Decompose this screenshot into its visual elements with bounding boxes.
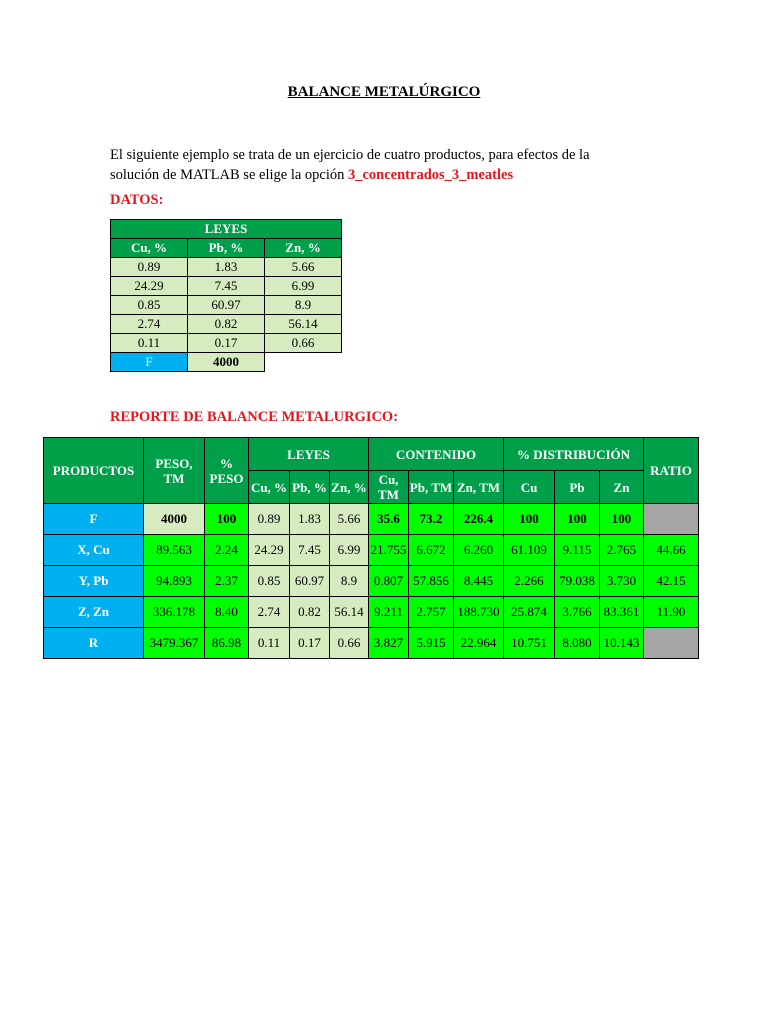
feed-label: F — [111, 353, 188, 372]
contenido-cell: 5.915 — [409, 628, 454, 659]
feed-value: 4000 — [188, 353, 265, 372]
contenido-cell: 6.260 — [454, 535, 504, 566]
pct-peso-cell: 8.40 — [205, 597, 249, 628]
table-row — [44, 566, 699, 597]
contenido-cell: 21.755 — [369, 535, 409, 566]
ratio-cell: 11.90 — [644, 597, 699, 628]
distribucion-cell: 9.115 — [555, 535, 600, 566]
header-contenido: CONTENIDO — [369, 438, 504, 471]
datos-cell: 8.9 — [265, 296, 342, 315]
datos-row — [111, 258, 342, 277]
pct-peso-cell: 100 — [205, 504, 249, 535]
datos-cell: 24.29 — [111, 277, 188, 296]
datos-cell: 56.14 — [265, 315, 342, 334]
ratio-cell: 44.66 — [644, 535, 699, 566]
distribucion-cell: 3.766 — [555, 597, 600, 628]
contenido-cell: 226.4 — [454, 504, 504, 535]
subheader-leyes-cu: Cu, % — [249, 471, 290, 504]
header-ratio: RATIO — [644, 438, 699, 504]
distribucion-cell: 2.765 — [600, 535, 644, 566]
product-label: F — [44, 504, 144, 535]
distribucion-cell: 25.874 — [504, 597, 555, 628]
peso-cell: 3479.367 — [144, 628, 205, 659]
header-productos: PRODUCTOS — [44, 438, 144, 504]
ratio-cell — [644, 504, 699, 535]
ley-cell: 7.45 — [290, 535, 330, 566]
header-distribucion: % DISTRIBUCIÓN — [504, 438, 644, 471]
subheader-dist-zn: Zn — [600, 471, 644, 504]
datos-table — [110, 219, 342, 372]
subheader-contenido-zn: Zn, TM — [454, 471, 504, 504]
intro-line-2: solución de MATLAB se elige la opción — [110, 167, 348, 183]
ley-cell: 56.14 — [330, 597, 369, 628]
distribucion-cell: 79.038 — [555, 566, 600, 597]
distribucion-cell: 8.080 — [555, 628, 600, 659]
distribucion-cell: 83.361 — [600, 597, 644, 628]
ley-cell: 0.11 — [249, 628, 290, 659]
datos-row — [111, 296, 342, 315]
datos-group-header: LEYES — [111, 220, 342, 239]
ley-cell: 24.29 — [249, 535, 290, 566]
datos-heading: DATOS: — [110, 192, 164, 208]
datos-cell: 0.82 — [188, 315, 265, 334]
subheader-contenido-pb: Pb, TM — [409, 471, 454, 504]
ratio-cell: 42.15 — [644, 566, 699, 597]
datos-col-header: Pb, % — [188, 239, 265, 258]
datos-cell: 5.66 — [265, 258, 342, 277]
ley-cell: 2.74 — [249, 597, 290, 628]
peso-cell: 94.893 — [144, 566, 205, 597]
ley-cell: 8.9 — [330, 566, 369, 597]
datos-row — [111, 334, 342, 353]
ley-cell: 0.66 — [330, 628, 369, 659]
header-pct-peso: % PESO — [205, 438, 249, 504]
intro-paragraph — [110, 145, 670, 185]
distribucion-cell: 100 — [600, 504, 644, 535]
peso-cell: 336.178 — [144, 597, 205, 628]
datos-col-header: Zn, % — [265, 239, 342, 258]
contenido-cell: 22.964 — [454, 628, 504, 659]
ley-cell: 0.89 — [249, 504, 290, 535]
contenido-cell: 35.6 — [369, 504, 409, 535]
ley-cell: 0.17 — [290, 628, 330, 659]
contenido-cell: 73.2 — [409, 504, 454, 535]
pct-peso-cell: 86.98 — [205, 628, 249, 659]
ley-cell: 0.85 — [249, 566, 290, 597]
report-table — [43, 437, 699, 659]
contenido-cell: 3.827 — [369, 628, 409, 659]
contenido-cell: 57.856 — [409, 566, 454, 597]
contenido-cell: 2.757 — [409, 597, 454, 628]
distribucion-cell: 2.266 — [504, 566, 555, 597]
distribucion-cell: 3.730 — [600, 566, 644, 597]
datos-cell: 6.99 — [265, 277, 342, 296]
peso-cell: 89.563 — [144, 535, 205, 566]
datos-cell: 60.97 — [188, 296, 265, 315]
datos-cell: 7.45 — [188, 277, 265, 296]
ley-cell: 60.97 — [290, 566, 330, 597]
contenido-cell: 188.730 — [454, 597, 504, 628]
table-row — [44, 504, 699, 535]
datos-cell: 1.83 — [188, 258, 265, 277]
ley-cell: 5.66 — [330, 504, 369, 535]
page-title: BALANCE METALÚRGICO — [287, 84, 481, 100]
datos-cell: 0.85 — [111, 296, 188, 315]
contenido-cell: 8.445 — [454, 566, 504, 597]
product-label: Y, Pb — [44, 566, 144, 597]
intro-line-1: El siguiente ejemplo se trata de un ejercicio de cuatro productos, para efectos de la — [110, 147, 590, 163]
table-row — [44, 597, 699, 628]
datos-col-header: Cu, % — [111, 239, 188, 258]
datos-row — [111, 277, 342, 296]
datos-cell: 0.89 — [111, 258, 188, 277]
contenido-cell: 9.211 — [369, 597, 409, 628]
distribucion-cell: 61.109 — [504, 535, 555, 566]
subheader-dist-pb: Pb — [555, 471, 600, 504]
datos-row — [111, 315, 342, 334]
header-leyes: LEYES — [249, 438, 369, 471]
datos-cell: 0.11 — [111, 334, 188, 353]
subheader-leyes-pb: Pb, % — [290, 471, 330, 504]
datos-cell: 0.17 — [188, 334, 265, 353]
pct-peso-cell: 2.37 — [205, 566, 249, 597]
pct-peso-cell: 2.24 — [205, 535, 249, 566]
ley-cell: 6.99 — [330, 535, 369, 566]
product-label: X, Cu — [44, 535, 144, 566]
subheader-contenido-cu: Cu, TM — [369, 471, 409, 504]
datos-cell: 0.66 — [265, 334, 342, 353]
peso-cell: 4000 — [144, 504, 205, 535]
distribucion-cell: 10.143 — [600, 628, 644, 659]
distribucion-cell: 100 — [504, 504, 555, 535]
product-label: R — [44, 628, 144, 659]
distribucion-cell: 100 — [555, 504, 600, 535]
subheader-dist-cu: Cu — [504, 471, 555, 504]
table-row — [44, 628, 699, 659]
ratio-cell — [644, 628, 699, 659]
header-peso: PESO, TM — [144, 438, 205, 504]
distribucion-cell: 10.751 — [504, 628, 555, 659]
contenido-cell: 6.672 — [409, 535, 454, 566]
ley-cell: 0.82 — [290, 597, 330, 628]
matlab-option: 3_concentrados_3_meatles — [348, 167, 514, 183]
product-label: Z, Zn — [44, 597, 144, 628]
datos-cell: 2.74 — [111, 315, 188, 334]
report-heading: REPORTE DE BALANCE METALURGICO: — [110, 409, 399, 425]
subheader-leyes-zn: Zn, % — [330, 471, 369, 504]
ley-cell: 1.83 — [290, 504, 330, 535]
contenido-cell: 0.807 — [369, 566, 409, 597]
table-row — [44, 535, 699, 566]
